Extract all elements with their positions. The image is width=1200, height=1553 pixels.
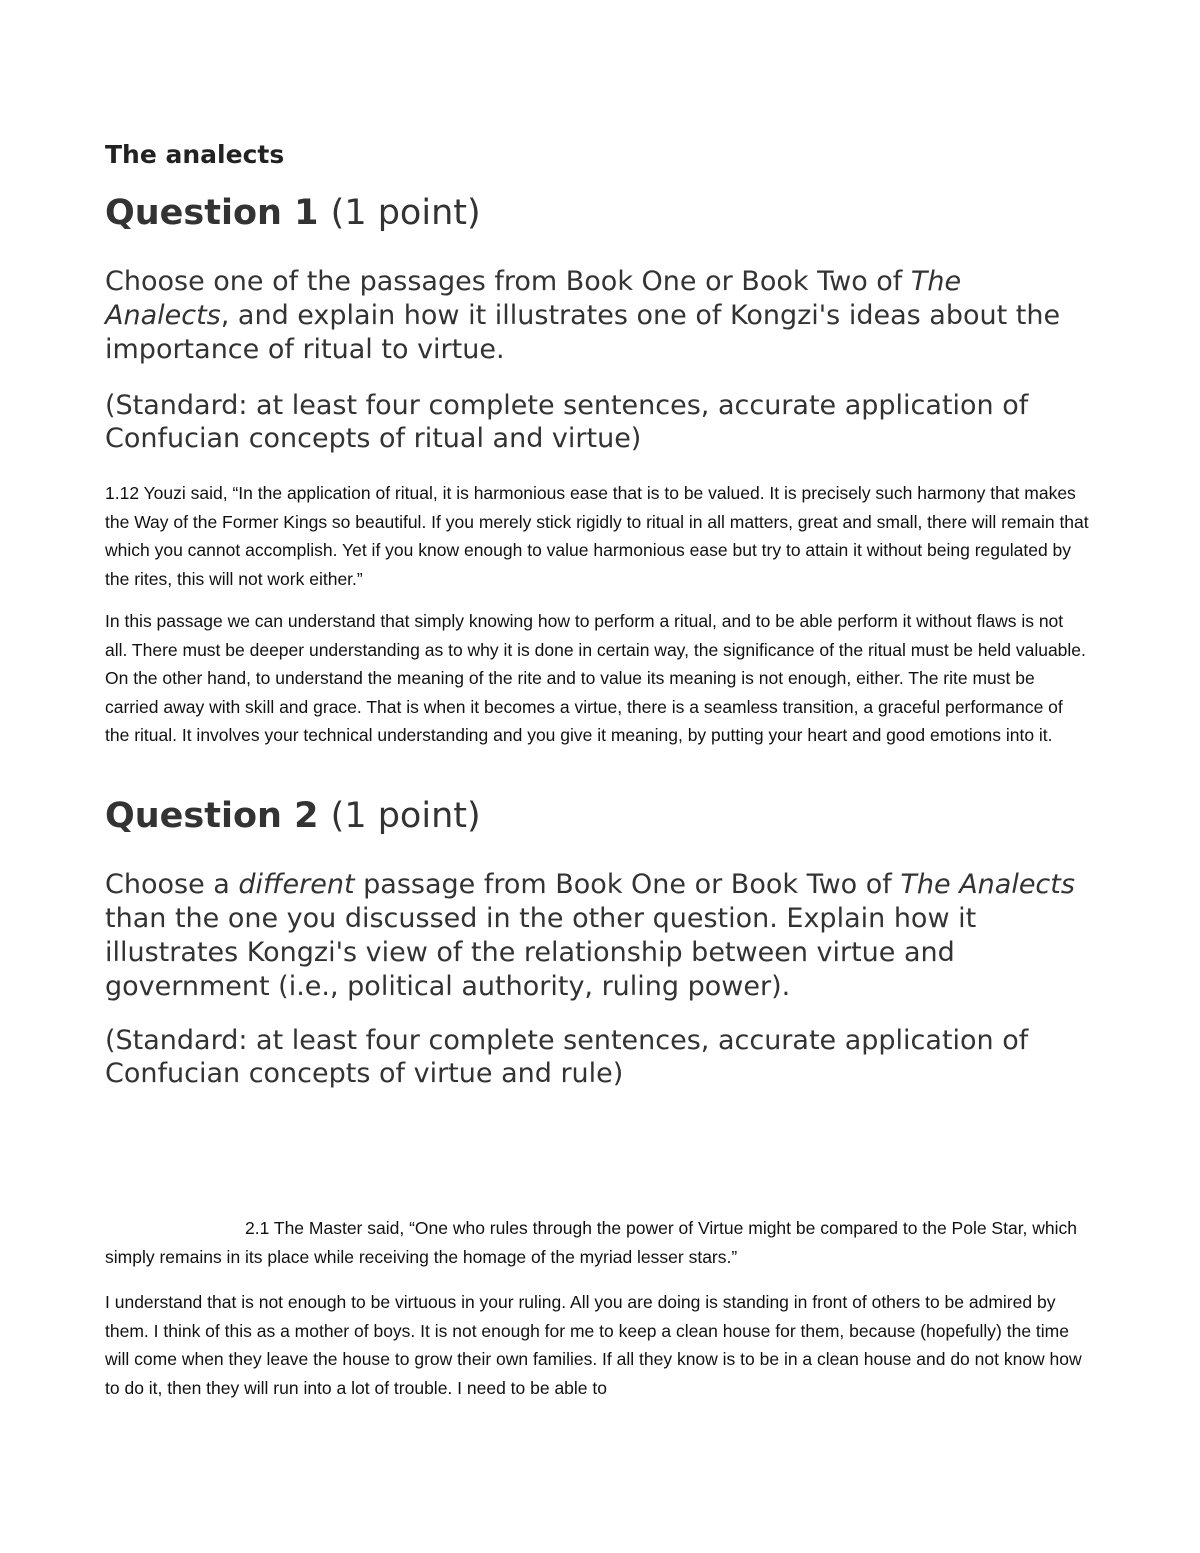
question-1-standard: (Standard: at least four complete sentences, accurate application of Confucian concepts of ritual and virtue) [105, 390, 1029, 454]
question-2-quote: 2.1 The Master said, “One who rules through the power of Virtue might be compared to the Pole Star, which simply remains in its place while receiving the homage of the myriad lesser stars.” [105, 1218, 1078, 1267]
question-1-quote: 1.12 Youzi said, “In the application of ritual, it is harmonious ease that is to be valued. It is precisely such harmony that makes the Way of the Former Kings so beautiful. If you merely stick rigidly to ritual in all matters, great and small, there will remain that which you cannot accomplish. Yet if you know enough to value harmonious ease but try to attain it without being regulated by the rites, this will not work either.” [105, 483, 1089, 589]
question-2-prompt-italic-different: different [238, 869, 355, 900]
question-1-prompt [105, 265, 1090, 367]
question-2-heading [105, 796, 481, 836]
question-1-prompt-text-1: Choose one of the passages from Book One or Book Two of [105, 266, 911, 297]
question-1-label: Question 1 [105, 193, 319, 233]
question-2-prompt-book-title: The Analects [900, 869, 1075, 900]
question-1-prompt-text-2: , and explain how it illustrates one of Kongzi's ideas about the importance of ritual to virtue. [105, 300, 1061, 365]
question-2-label: Question 2 [105, 796, 319, 836]
question-2-prompt [105, 868, 1090, 1004]
question-1-points: (1 point) [330, 193, 481, 233]
question-2-prompt-text-2: passage from Book One or Book Two of [354, 869, 901, 900]
question-2-answer: I understand that is not enough to be virtuous in your ruling. All you are doing is standing in front of others to be admired by them. I think of this as a mother of boys. It is not enough for me to keep a clean house for them, because (hopefully) the time will come when they leave the house to grow their own families. If all they know is to be in a clean house and do not know how to do it, then they will run into a lot of trouble. I need to be able to [105, 1292, 1082, 1398]
question-1-heading [105, 193, 481, 233]
document-title: The analects [105, 140, 285, 169]
question-2-prompt-text-3: than the one you discussed in the other question. Explain how it illustrates Kongzi's view of the relationship between virtue and government (i.e., political authority, ruling power). [105, 903, 977, 1002]
question-2-points: (1 point) [330, 796, 481, 836]
question-1-answer: In this passage we can understand that simply knowing how to perform a ritual, and to be able perform it without flaws is not all. There must be deeper understanding as to why it is done in certain way, the significance of the ritual must be held valuable. On the other hand, to understand the meaning of the rite and to value its meaning is not enough, either. The rite must be carried away with skill and grace. That is when it becomes a virtue, there is a seamless transition, a graceful performance of the ritual. It involves your technical understanding and you give it meaning, by putting your heart and good emotions into it. [105, 611, 1086, 745]
question-1-prompt-book-title: The Analects [105, 266, 962, 331]
question-2-prompt-text-1: Choose a [105, 869, 239, 900]
question-2-standard: (Standard: at least four complete sentences, accurate application of Confucian concepts of virtue and rule) [105, 1025, 1029, 1089]
